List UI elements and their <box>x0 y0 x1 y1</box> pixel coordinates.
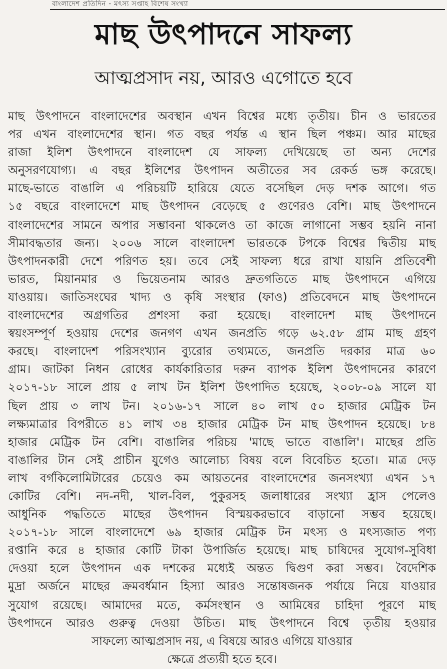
top-rule <box>50 9 445 10</box>
article-line: রপ্তানি করে ৪ হাজার কোটি টাকা উপার্জিত হয়েছে। মাছ চাষিদের সুযোগ-সুবিধা <box>8 543 436 558</box>
article-line: মুদ্রা অর্জনে মাছের ক্রমবর্ধমান হিস্যা আরও সন্তোষজনক পর্যায়ে নিয়ে যাওয়ার <box>8 579 436 594</box>
article-line: ক্ষেত্রে প্রত্যয়ী হতে হবে। <box>167 651 277 666</box>
article-line: যাওয়ায়। জাতিসংঘের খাদ্য ও কৃষি সংস্থার (ফাও) প্রতিবেদনে মাছ উৎপাদনে <box>8 289 436 304</box>
masthead-clip: বাংলাদেশ প্রতিদিন - মৎস্য সপ্তাহ বিশেষ সংখ্যা <box>52 0 189 8</box>
article-line: ১৫ বছরে বাংলাদেশে মাছ উৎপাদন বেড়েছে ৫ গুণেরও বেশি। মাছ উৎপাদনে <box>8 199 436 214</box>
article-line: রাজা ইলিশ উৎপাদনে বাংলাদেশ যে সাফল্য দেখিয়েছে তা অন্য দেশের <box>8 145 436 160</box>
article-line: করছে। বাংলাদেশ পরিসংখ্যান ব্যুরোর তথ্যমতে, জনপ্রতি দরকার মাত্র ৬০ <box>8 344 436 359</box>
article-line: ছিল প্রায় ৩ লাখ টন। ২০১৬-১৭ সালে ৪০ লাখ ৫০ হাজার মেট্রিক টন <box>8 398 436 413</box>
article-line: ২০১৭-১৮ সালে বাংলাদেশে ৬৯ হাজার মেট্রিক টন মৎস্য ও মৎস্যজাত পণ্য <box>8 525 436 540</box>
article-line: মাছ উৎপাদনে বাংলাদেশের অবস্থান এখন বিশ্বের মধ্যে তৃতীয়। চীন ও ভারতের <box>8 109 436 123</box>
article-line: লাখ বর্গকিলোমিটারের চেয়েও কম আয়তনের বাংলাদেশের জনসংখ্যা এখন ১৭ <box>8 470 436 485</box>
article-line: গ্রাম। জাটকা নিধন রোধের কার্যকারিতার দরুন ব্যাপক ইলিশ উৎপাদনের কারণে <box>8 362 436 377</box>
article-line: লক্ষ্যমাত্রার বিপরীতে ৪১ লাখ ৩৪ হাজার মেট্রিক টন মাছ উৎপাদন হয়েছে। ৮৪ <box>8 416 436 431</box>
article-body <box>8 107 436 668</box>
article-line: ২০১৭-১৮ সালে প্রায় ৫ লাখ টন ইলিশ উৎপাদিত হয়েছে, ২০০৮-০৯ সালে যা <box>8 380 436 395</box>
article-line: কোটির বেশি। নদ-নদী, খাল-বিল, পুকুরসহ জলাধারের সংখ্যা হ্রাস পেলেও <box>8 488 436 503</box>
article-line: বাংলাদেশের সামনে অপার সম্ভাবনা থাকলেও তা কাজে লাগানো সম্ভব হয়নি নানা <box>8 217 436 232</box>
article-line: মাছে-ভাতে বাঙালি এ পরিচয়টি হারিয়ে যেতে বসেছিল দেড় দশক আগে। গত <box>8 181 436 196</box>
article-line: দেওয়া হলে উৎপাদন এক দশকের মধ্যেই অন্তত দ্বিগুণ করা সম্ভব। বৈদেশিক <box>8 561 436 576</box>
article-line: বাংলাদেশের অগ্রগতির প্রশংসা করা হয়েছে। বাংলাদেশ মাছ উৎপাদনে <box>8 308 436 323</box>
article-line: হাজার মেট্রিক টন বেশি। বাঙালির পরিচয় 'মাছে ভাতে বাঙালি'। মাছের প্রতি <box>8 434 436 449</box>
headline: মাছ উৎপাদনে সাফল্য <box>94 17 353 51</box>
article-line: উৎপাদনে আরও গুরুত্ব দেওয়া উচিত। মাছ উৎপাদনে বিশ্বে তৃতীয় হওয়ার <box>8 615 436 630</box>
article-line: বাঙালির টান সেই প্রাচীন যুগেও আলোচ্য বিষয় বলে বিবেচিত হতো। মাত্র দেড় <box>8 452 436 467</box>
article-line: আধুনিক পদ্ধতিতে মাছের উৎপাদন বিস্ময়করভাবে বাড়ানো সম্ভব হয়েছে। <box>8 507 436 522</box>
subheadline: আত্মপ্রসাদ নয়, আরও এগোতে হবে <box>94 68 353 89</box>
article-line: পর এখন বাংলাদেশের স্থান। গত বছর পর্যন্ত এ স্থান ছিল পঞ্চম। আর মাছের <box>8 127 436 142</box>
article-line: সীমাবদ্ধতার জন্য। ২০০৬ সালে বাংলাদেশ ভারতকে টপকে বিশ্বের দ্বিতীয় মাছ <box>8 235 436 250</box>
article-line: ভারত, মিয়ানমার ও ভিয়েতনাম আরও দ্রুতগতিতে মাছ উৎপাদনে এগিয়ে <box>8 271 436 286</box>
article-line: উৎপাদনকারী দেশে পরিণত হয়। তবে সেই সাফল্য ধরে রাখা যায়নি প্রতিবেশী <box>8 253 436 268</box>
article-line: সুযোগ রয়েছে। আমাদের মতে, কর্মসংস্থান ও আমিষের চাহিদা পূরণে মাছ <box>8 597 436 612</box>
article-line: স্বয়ংসম্পূর্ণ হওয়ায় দেশের জনগণ এখন জনপ্রতি গড়ে ৬২.৫৮ গ্রাম মাছ গ্রহণ <box>8 326 436 341</box>
article-line: সাফল্যে আত্মপ্রসাদ নয়, এ বিষয়ে আরও এগিয়ে যাওয়ার <box>91 633 353 648</box>
article-line: অনুসরণযোগ্য। এ বছর ইলিশের উৎপাদন অতীতের সব রেকর্ড ভঙ্গ করেছে। <box>8 163 436 178</box>
